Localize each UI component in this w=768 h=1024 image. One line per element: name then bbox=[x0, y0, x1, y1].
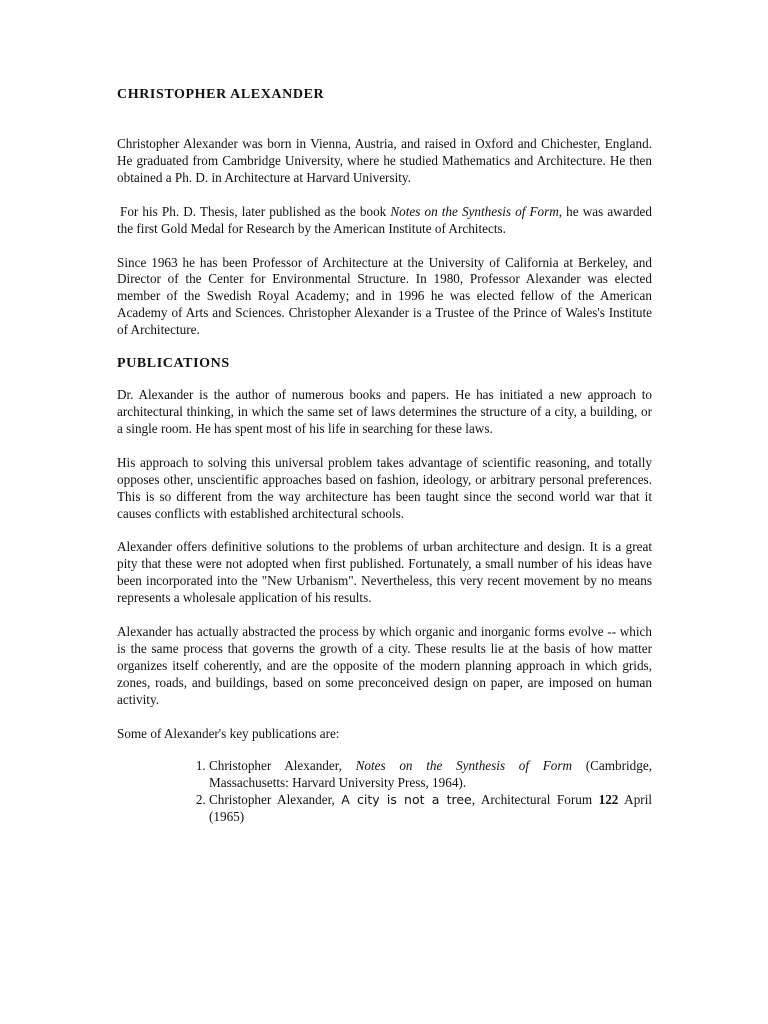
bio-paragraph-2 bbox=[117, 204, 652, 238]
key-publications-list bbox=[117, 758, 652, 826]
list-item-volume: 122 bbox=[598, 792, 619, 808]
publications-heading: PUBLICATIONS bbox=[117, 356, 230, 372]
list-item-author: Christopher Alexander, bbox=[209, 758, 356, 774]
list-item bbox=[209, 758, 652, 792]
publications-paragraph-3: Alexander offers definitive solutions to the problems of urban architecture and design. It is a great pity that these were not adopted when first published. Fortunately, a small number of his ideas have been incorporated into the "New Urbanism". Nevertheless, this very recent movement by no means represents a wholesale application of his results. bbox=[117, 539, 652, 606]
key-publications-intro: Some of Alexander's key publications are: bbox=[117, 725, 340, 741]
list-item-details: , Architectural Forum bbox=[471, 792, 599, 808]
list-item-date: April (1965) bbox=[209, 792, 653, 825]
publications-paragraph-4: Alexander has actually abstracted the process by which organic and inorganic forms evolve -- which is the same process that governs the growth of a city. These results lie at the basis of how matter organizes itself coherently, and are the opposite of the modern planning approach in which grids, zones, roads, and buildings, based on some preconceived design on paper, are imposed on human activity. bbox=[117, 624, 652, 707]
list-item-details: (Cambridge, Massachusetts: Harvard University Press, 1964). bbox=[209, 758, 653, 791]
list-item bbox=[209, 792, 652, 826]
bio-paragraph-1: Christopher Alexander was born in Vienna, Austria, and raised in Oxford and Chichester, England. He graduated from Cambridge University, where he studied Mathematics and Architecture. He then obtained a Ph. D. in Architecture at Harvard University. bbox=[117, 136, 652, 185]
page-title: CHRISTOPHER ALEXANDER bbox=[117, 87, 325, 102]
list-item-author: Christopher Alexander, bbox=[209, 792, 342, 808]
bio-paragraph-3: Since 1963 he has been Professor of Architecture at the University of California at Berkeley, and Director of the Center for Environmental Structure. In 1980, Professor Alexander was elected member of the Swedish Royal Academy; and in 1996 he was elected fellow of the American Academy of Arts and Sciences. Christopher Alexander is a Trustee of the Prince of Wales's Institute of Architecture. bbox=[117, 254, 652, 338]
list-item-title: A city is not a tree bbox=[341, 792, 472, 808]
list-item-title: Notes on the Synthesis of Form bbox=[355, 758, 573, 774]
bio-paragraph-2-text-b: , he was awarded the first Gold Medal for Research by the American Institute of Architects. bbox=[117, 203, 652, 236]
publications-paragraph-2: His approach to solving this universal problem takes advantage of scientific reasoning, and totally opposes other, unscientific approaches based on fashion, ideology, or arbitrary personal preferences. This is so different from the way architecture has been taught since the second world war that it causes conflicts with established architectural schools. bbox=[117, 454, 652, 521]
book-title-synthesis: Notes on the Synthesis of Form bbox=[390, 203, 559, 219]
bio-paragraph-2-text-a: For his Ph. D. Thesis, later published as the book bbox=[120, 203, 391, 219]
publications-paragraph-1: Dr. Alexander is the author of numerous books and papers. He has initiated a new approach to architectural thinking, in which the same set of laws determines the structure of a city, a building, or a single room. He has spent most of his life in searching for these laws. bbox=[117, 387, 652, 436]
